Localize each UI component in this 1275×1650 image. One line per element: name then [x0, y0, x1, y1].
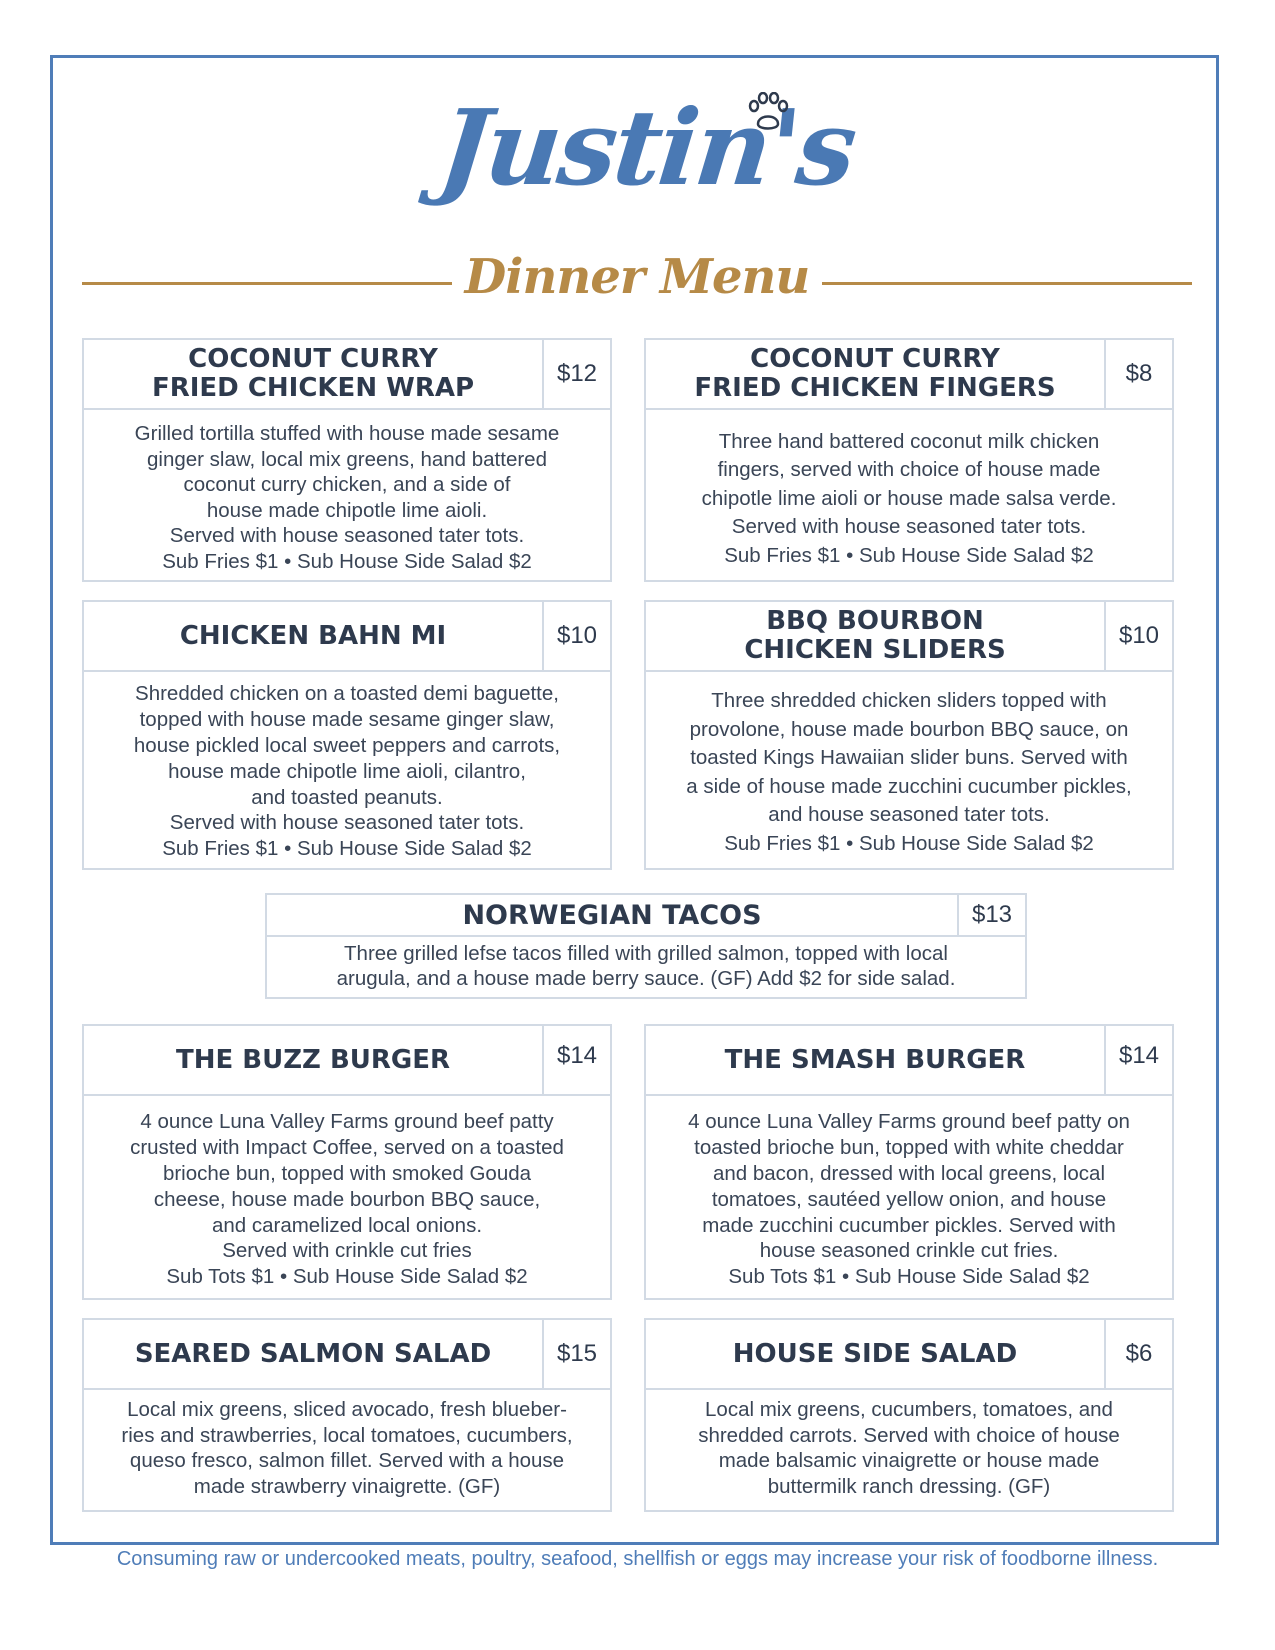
menu-subtitle: Dinner Menu — [464, 249, 810, 305]
item-price: $10 — [556, 622, 598, 649]
item-price: $8 — [1125, 360, 1153, 387]
menu-item-chicken-sliders — [644, 600, 1174, 870]
item-name: COCONUT CURRY FRIED CHICKEN WRAP — [84, 340, 544, 408]
divider-left — [82, 282, 452, 285]
item-price: $13 — [971, 901, 1013, 928]
item-price: $15 — [556, 1340, 598, 1367]
item-description: Three hand battered coconut milk chicken fingers, served with choice of house made chipotle lime aioli or house made salsa verde. Served with house seasoned tater tots. Sub Fries $1 • Sub House Side Salad $2 — [701, 429, 1117, 567]
menu-item-seared-salmon-salad — [82, 1318, 612, 1512]
item-description: Local mix greens, cucumbers, tomatoes, and shredded carrots. Served with choice of house made balsamic vinaigrette or house made buttermilk ranch dressing. (GF) — [698, 1397, 1120, 1499]
logo-text: Justin's — [433, 86, 860, 209]
item-price: $6 — [1125, 1340, 1153, 1367]
item-description: Shredded chicken on a toasted demi baguette, topped with house made sesame ginger slaw, house pickled local sweet peppers and carrots, house made chipotle lime aioli, cilantro, and toasted peanuts. Served with house seasoned tater tots. Sub Fries $1 • Sub House Side Salad $2 — [133, 682, 561, 861]
item-price: $10 — [1118, 622, 1160, 649]
food-safety-disclaimer: Consuming raw or undercooked meats, poultry, seafood, shellfish or eggs may increase your risk of foodborne illness. — [116, 1548, 1159, 1570]
menu-item-buzz-burger — [82, 1024, 612, 1300]
menu-item-smash-burger — [644, 1024, 1174, 1300]
item-name: BBQ BOURBON CHICKEN SLIDERS — [646, 602, 1106, 670]
menu-item-chicken-bahn-mi — [82, 600, 612, 870]
item-name: NORWEGIAN TACOS — [267, 895, 959, 935]
item-name: CHICKEN BAHN MI — [84, 602, 544, 670]
menu-item-chicken-fingers — [644, 338, 1174, 582]
item-name: HOUSE SIDE SALAD — [646, 1320, 1106, 1388]
item-name: THE BUZZ BURGER — [84, 1026, 544, 1094]
item-description: Grilled tortilla stuffed with house made sesame ginger slaw, local mix greens, hand battered coconut curry chicken, and a side of house made chipotle lime aioli. Served with house seasoned tater tots. Sub Fries $1 • Sub House Side Salad $2 — [134, 422, 560, 573]
item-description: Local mix greens, sliced avocado, fresh blueber- ries and strawberries, local tomatoes, cucumbers, queso fresco, salmon fillet. Served with a house made strawberry vinaigrette. (GF) — [121, 1397, 573, 1499]
paw-icon — [746, 92, 790, 132]
item-description: Three shredded chicken sliders topped with provolone, house made bourbon BBQ sauce, on toasted Kings Hawaiian slider buns. Served with a side of house made zucchini cucumber pickles, and house seasoned tater tots. Sub Fries $1 • Sub House Side Salad $2 — [686, 689, 1132, 855]
menu-item-chicken-wrap — [82, 338, 612, 582]
item-description: 4 ounce Luna Valley Farms ground beef patty on toasted brioche bun, topped with white cheddar and bacon, dressed with local greens, local tomatoes, sautéed yellow onion, and house made zucchini cucumber pickles. Served with house seasoned crinkle cut fries. Sub Tots $1 • Sub House Side Salad $2 — [688, 1110, 1130, 1289]
item-name: COCONUT CURRY FRIED CHICKEN FINGERS — [646, 340, 1106, 408]
item-name: SEARED SALMON SALAD — [84, 1320, 544, 1388]
menu-item-norwegian-tacos — [265, 893, 1027, 999]
item-price: $12 — [556, 360, 598, 387]
item-description: 4 ounce Luna Valley Farms ground beef patty crusted with Impact Coffee, served on a toasted brioche bun, topped with smoked Gouda cheese, house made bourbon BBQ sauce, and caramelized local onions. Served with crinkle cut fries Sub Tots $1 • Sub House Side Salad $2 — [130, 1110, 564, 1289]
item-description: Three grilled lefse tacos filled with grilled salmon, topped with local arugula, and a house made berry sauce. (GF) Add $2 for side salad. — [336, 942, 956, 990]
item-name: THE SMASH BURGER — [646, 1026, 1106, 1094]
logo — [433, 78, 860, 218]
item-price: $14 — [1118, 1042, 1160, 1069]
menu-item-house-side-salad — [644, 1318, 1174, 1512]
subtitle-row — [82, 245, 1192, 315]
divider-right — [822, 282, 1192, 285]
item-price: $14 — [556, 1042, 598, 1069]
